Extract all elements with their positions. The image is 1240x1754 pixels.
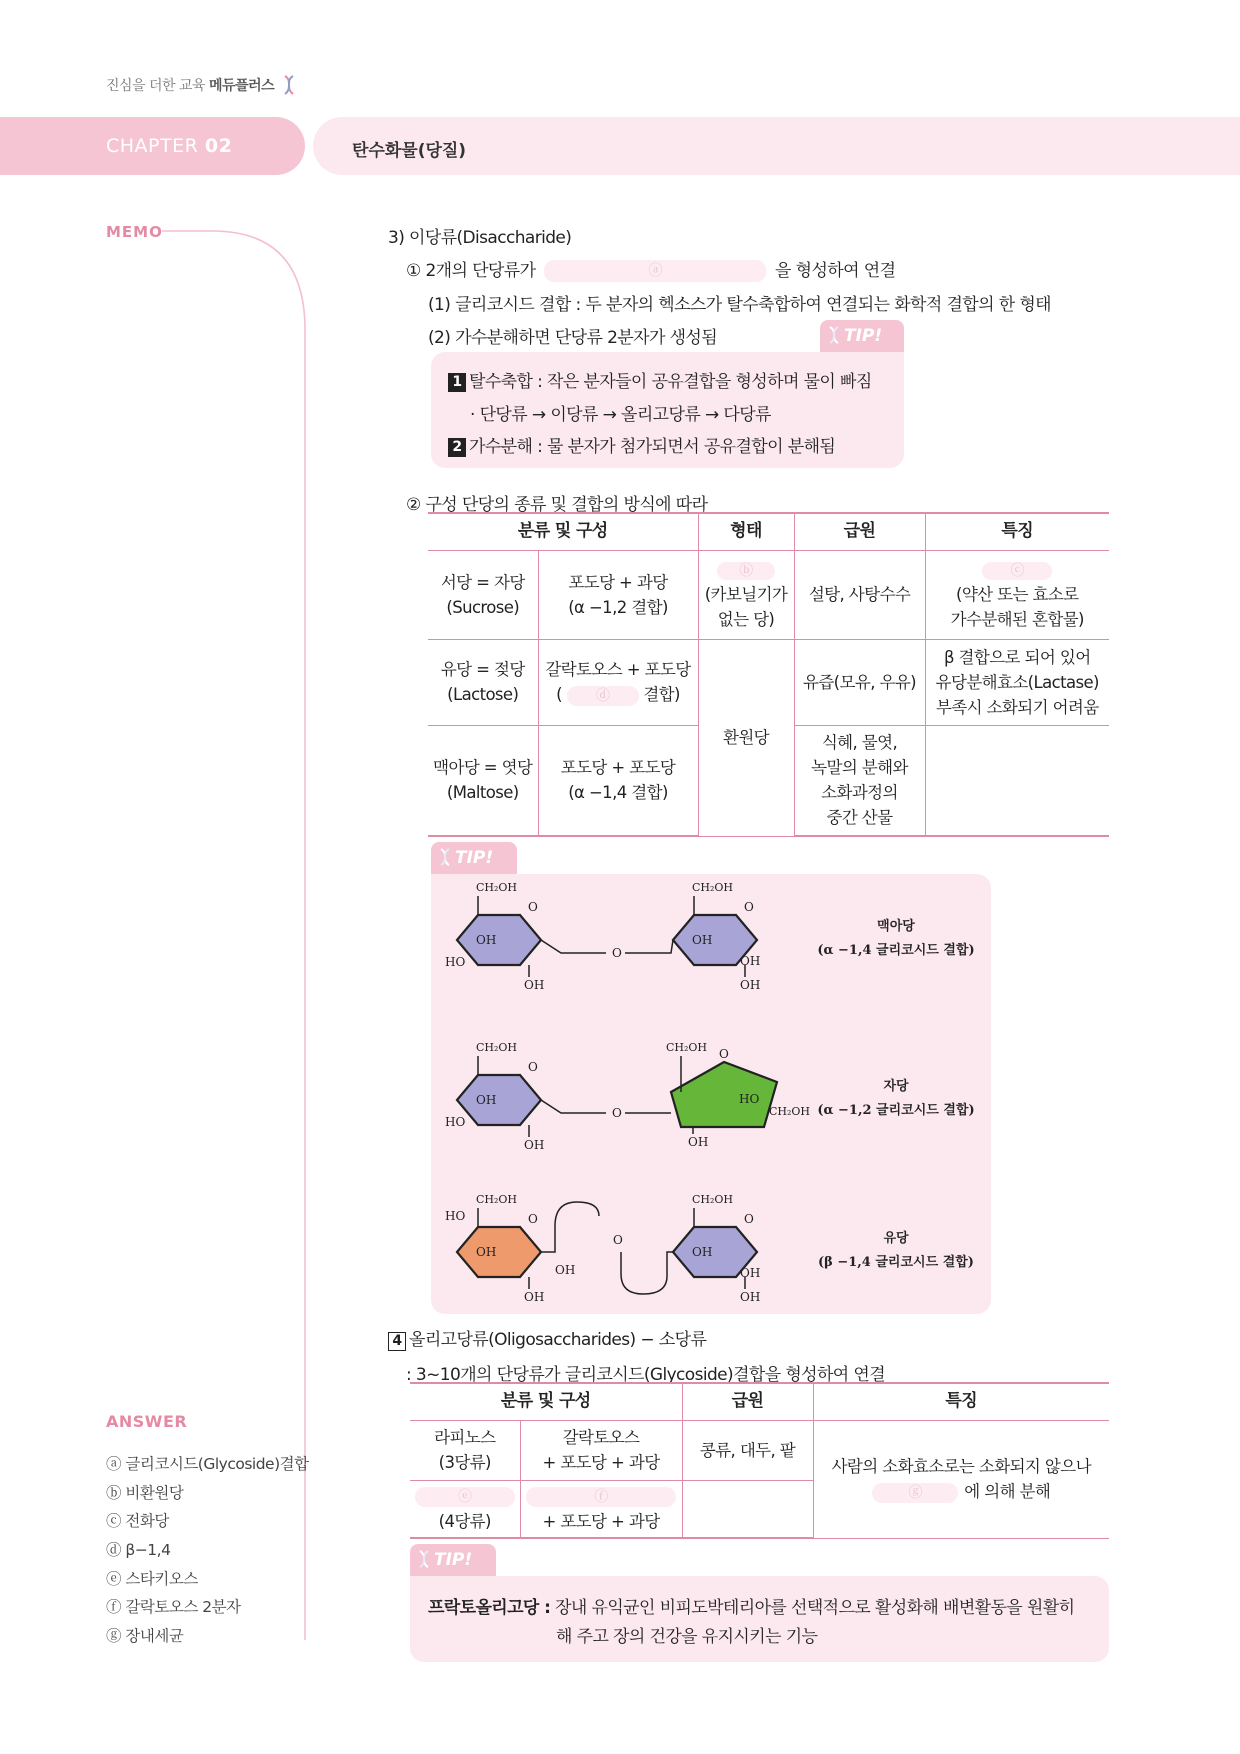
- th-feature: 특징: [925, 513, 1109, 550]
- answer-item: ⓓ β−1,4: [106, 1541, 171, 1560]
- table-row: 유당 = 젖당 (Lactose) 갈락토오스 + 포도당 ( ⓓ 결합) 환원당 유즙(모유, 우유) β 결합으로 되어 있어 유당분해효소(Lactase) 부족시 소화되기 어려움: [428, 639, 1109, 725]
- svg-text:OH: OH: [740, 1266, 761, 1280]
- svg-text:OH: OH: [740, 978, 761, 992]
- item-1-1: (1) 글리코시드 결합 : 두 분자의 헥소스가 탈수축합하여 연결되는 화학적 결합의 한 형태: [428, 295, 1052, 315]
- tip1-line-2: · 단당류 → 이당류 → 올리고당류 → 다당류: [470, 405, 771, 425]
- item-1-2: (2) 가수분해하면 단당류 2분자가 생성됨: [428, 328, 718, 348]
- svg-text:OH: OH: [555, 1263, 576, 1277]
- svg-text:O: O: [612, 1106, 622, 1120]
- blank-e: ⓔ: [415, 1487, 515, 1507]
- th-source: 급원: [682, 1383, 813, 1420]
- tip1-line-1: 1 탈수축합 : 작은 분자들이 공유결합을 형성하며 물이 빠짐: [448, 367, 872, 392]
- answer-item: ⓐ 글리코시드(Glycoside)결합: [106, 1455, 309, 1473]
- brand-prefix: 진심을 더한 교육: [106, 78, 206, 94]
- svg-text:CH₂OH: CH₂OH: [769, 1105, 811, 1118]
- answer-title: ANSWER: [106, 1412, 188, 1431]
- tip-tag-3: TIP!: [410, 1544, 496, 1576]
- lactose-structure: [445, 1193, 974, 1304]
- answer-item: ⓔ 스타키오스: [106, 1569, 198, 1588]
- answer-list: [106, 1452, 309, 1653]
- th-form: 형태: [698, 513, 794, 550]
- svg-text:CH₂OH: CH₂OH: [666, 1041, 708, 1054]
- svg-text:OH: OH: [476, 1093, 497, 1107]
- svg-text:OH: OH: [524, 1138, 545, 1152]
- svg-text:HO: HO: [445, 1209, 466, 1223]
- table-row: ⓔ (4당류) ⓕ + 포도당 + 과당: [410, 1480, 1109, 1538]
- item-2: ② 구성 단당의 종류 및 결합의 방식에 따라: [406, 495, 708, 515]
- tip-box-3: [410, 1576, 1109, 1662]
- svg-text:맥아당: 맥아당: [877, 919, 915, 934]
- svg-text:CH₂OH: CH₂OH: [692, 881, 734, 894]
- th-source: 급원: [794, 513, 925, 550]
- tip-tag-2: TIP!: [431, 842, 517, 874]
- tip3-line-1: 프락토올리고당 : 장내 유익균인 비피도박테리아를 선택적으로 활성화해 배변활동을 원활히: [428, 1598, 1075, 1618]
- svg-text:자당: 자당: [883, 1079, 909, 1094]
- sucrose-structure: [445, 1041, 975, 1152]
- svg-text:(α −1,4 글리코시드 결합): (α −1,4 글리코시드 결합): [817, 943, 975, 958]
- svg-text:OH: OH: [688, 1135, 709, 1149]
- svg-text:CH₂OH: CH₂OH: [476, 1041, 518, 1054]
- th-feature: 특징: [813, 1383, 1109, 1420]
- memo-divider: [0, 0, 320, 1660]
- glucose-ring: [457, 915, 541, 965]
- svg-text:O: O: [612, 946, 622, 960]
- svg-text:유당: 유당: [883, 1231, 909, 1246]
- svg-text:O: O: [613, 1233, 623, 1247]
- answer-item: ⓕ 갈락토오스 2분자: [106, 1598, 241, 1617]
- tip3-line-2: 해 주고 장의 건강을 유지시키는 기능: [556, 1627, 818, 1647]
- svg-text:O: O: [744, 1212, 754, 1226]
- blank-d: ⓓ: [567, 686, 639, 706]
- tip1-line-3: 2 가수분해 : 물 분자가 첨가되면서 공유결합이 분해됨: [448, 432, 835, 457]
- form-shared: 환원당: [698, 639, 794, 836]
- svg-text:CH₂OH: CH₂OH: [476, 881, 518, 894]
- blank-c: ⓒ: [982, 562, 1052, 580]
- svg-text:O: O: [719, 1047, 729, 1061]
- memo-label: MEMO: [106, 223, 163, 241]
- table-row: 라피노스 (3당류) 갈락토오스 + 포도당 + 과당 콩류, 대두, 팥 사람의 소화효소로는 소화되지 않으나 ⓖ 에 의해 분해: [410, 1420, 1109, 1480]
- brand-name: 메듀플러스: [209, 78, 275, 94]
- blank-a: ⓐ: [544, 260, 766, 282]
- blank-g: ⓖ: [872, 1483, 958, 1503]
- svg-text:(α −1,2 글리코시드 결합): (α −1,2 글리코시드 결합): [817, 1103, 975, 1118]
- disaccharide-structures: [431, 874, 991, 1314]
- svg-text:OH: OH: [692, 1245, 713, 1259]
- maltose-structure: [445, 881, 975, 992]
- oligo-title: 4 올리고당류(Oligosaccharides) − 소당류: [388, 1325, 706, 1351]
- svg-text:(β −1,4 글리코시드 결합): (β −1,4 글리코시드 결합): [818, 1255, 974, 1270]
- svg-text:OH: OH: [524, 1290, 545, 1304]
- svg-text:O: O: [744, 900, 754, 914]
- chapter-label: CHAPTER 02: [106, 135, 233, 157]
- oligo-table: [410, 1382, 1109, 1539]
- svg-text:OH: OH: [692, 933, 713, 947]
- fructose-ring: [671, 1062, 777, 1127]
- svg-text:O: O: [528, 1060, 538, 1074]
- svg-text:OH: OH: [740, 1290, 761, 1304]
- section-title: 3) 이당류(Disaccharide): [388, 228, 572, 248]
- galactose-ring: [457, 1227, 541, 1277]
- svg-text:O: O: [528, 900, 538, 914]
- th-category: 분류 및 구성: [410, 1383, 682, 1420]
- table-row: 서당 = 자당 (Sucrose) 포도당 + 과당 (α −1,2 결합) ⓑ (카보닐기가 없는 당) 설탕, 사탕수수 ⓒ (약산 또는 효소로 가수분해된 혼합물): [428, 550, 1109, 639]
- svg-text:OH: OH: [476, 933, 497, 947]
- svg-text:HO: HO: [445, 955, 466, 969]
- svg-text:HO: HO: [739, 1092, 760, 1106]
- dna-icon: [418, 1550, 430, 1568]
- svg-text:CH₂OH: CH₂OH: [692, 1193, 734, 1206]
- table-row: 맥아당 = 엿당 (Maltose) 포도당 + 포도당 (α −1,4 결합) 식혜, 물엿, 녹말의 분해와 소화과정의 중간 산물: [428, 725, 1109, 836]
- dna-icon: [439, 848, 451, 866]
- answer-item: ⓒ 전화당: [106, 1512, 169, 1531]
- svg-text:OH: OH: [740, 954, 761, 968]
- dna-icon: [828, 326, 840, 344]
- answer-item: ⓑ 비환원당: [106, 1483, 184, 1502]
- svg-text:OH: OH: [524, 978, 545, 992]
- blank-b: ⓑ: [717, 562, 775, 580]
- svg-text:CH₂OH: CH₂OH: [476, 1193, 518, 1206]
- blank-f: ⓕ: [526, 1487, 676, 1507]
- svg-text:O: O: [528, 1212, 538, 1226]
- svg-text:OH: OH: [476, 1245, 497, 1259]
- disaccharide-table: [428, 512, 1109, 837]
- svg-text:HO: HO: [445, 1115, 466, 1129]
- tip-tag-1: TIP!: [820, 320, 904, 352]
- topic-title: 탄수화물(당질): [352, 141, 467, 161]
- glucose-ring: [457, 1075, 541, 1125]
- oligo-desc: : 3~10개의 단당류가 글리코시드(Glycoside)결합을 형성하여 연결: [406, 1365, 886, 1385]
- answer-item: ⓖ 장내세균: [106, 1627, 184, 1646]
- item-1: ① 2개의 단당류가 ⓐ 을 형성하여 연결: [406, 261, 896, 281]
- chapter-number: 02: [204, 135, 233, 157]
- th-category: 분류 및 구성: [428, 513, 698, 550]
